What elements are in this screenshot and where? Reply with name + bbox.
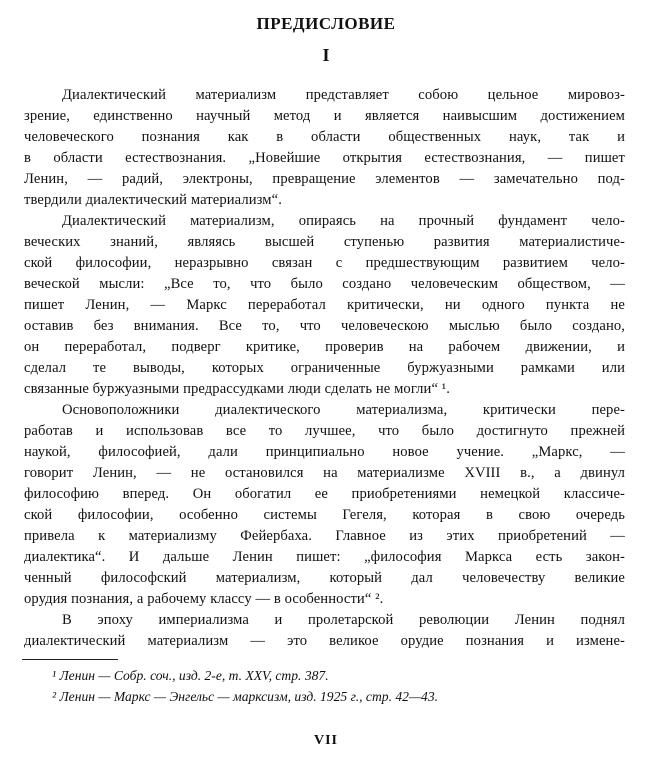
body-line: человеческого познания как в области общественных наук, так и xyxy=(24,129,625,145)
body-line: наукой, философией, дали принципиально новое учение. „Маркс, — xyxy=(24,444,625,460)
body-line: веческой мысли: „Все то, что было создано человеческим обществом, — xyxy=(24,276,625,292)
body-line: Диалектический материализм представляет собою цельное мировоз- xyxy=(62,87,625,103)
body-line: диалектический материализм — это великое орудие познания и измене- xyxy=(24,633,625,649)
body-line: Ленин, — радий, электроны, превращение элементов — замечательно под- xyxy=(24,171,625,187)
footnote-divider xyxy=(22,659,118,660)
body-line: орудия познания, а рабочему классу — в особенности“ ². xyxy=(24,591,384,607)
body-line: веческих знаний, являясь высшей ступенью развития материалистиче- xyxy=(24,234,625,250)
body-line: ской философии, неразрывно связан с предшествующим развитием чело- xyxy=(24,255,625,271)
body-line: ченный философский материализм, который дал человечеству великие xyxy=(24,570,625,586)
body-line: философию вперед. Он обогатил ее приобретениями немецкой классиче- xyxy=(24,486,625,502)
body-line: говорит Ленин, — не остановился на материализме XVIII в., а двинул xyxy=(24,465,625,481)
body-line: В эпоху империализма и пролетарской революции Ленин поднял xyxy=(62,612,625,628)
body-line: работав и использовав все то лучшее, что было достигнуто прежней xyxy=(24,423,625,439)
body-line: он переработал, подверг критике, проверив на рабочем движении, и xyxy=(24,339,625,355)
body-line: Диалектический материализм, опираясь на прочный фундамент чело- xyxy=(62,213,625,229)
footnote-2: ² Ленин — Маркс — Энгельс — марксизм, изд. 1925 г., стр. 42—43. xyxy=(52,689,439,704)
page-number: VII xyxy=(313,733,338,748)
body-line: пишет Ленин, — Маркс переработал критически, ни одного пункта не xyxy=(24,297,625,313)
body-line: твердили диалектический материализм“. xyxy=(24,192,282,208)
body-line: зрение, единственно научный метод и является наивысшим достижением xyxy=(24,108,625,124)
body-line: сделал те выводы, которых ограниченные буржуазными рамками или xyxy=(24,360,625,376)
body-line: связанные буржуазными предрассудками люди сделать не могли“ ¹. xyxy=(24,381,451,397)
section-number: I xyxy=(322,45,330,65)
body-line: привела к материализму Фейербаха. Главное из этих приобретений — xyxy=(24,528,625,544)
body-line: Основоположники диалектического материализма, критически пере- xyxy=(62,402,625,418)
body-line: оставив без внимания. Все то, что человеческою мыслью было создано, xyxy=(24,318,625,334)
body-line: в области естествознания. „Новейшие открытия естествознания, — пишет xyxy=(24,150,625,166)
body-line: диалектика“. И дальше Ленин пишет: „философия Маркса есть закон- xyxy=(24,549,625,565)
footnote-1: ¹ Ленин — Собр. соч., изд. 2-е, т. XXV, стр. 387. xyxy=(52,668,329,683)
page-title: ПРЕДИСЛОВИЕ xyxy=(256,14,396,33)
body-line: ской философии, особенно системы Гегеля, которая в свою очередь xyxy=(24,507,625,523)
